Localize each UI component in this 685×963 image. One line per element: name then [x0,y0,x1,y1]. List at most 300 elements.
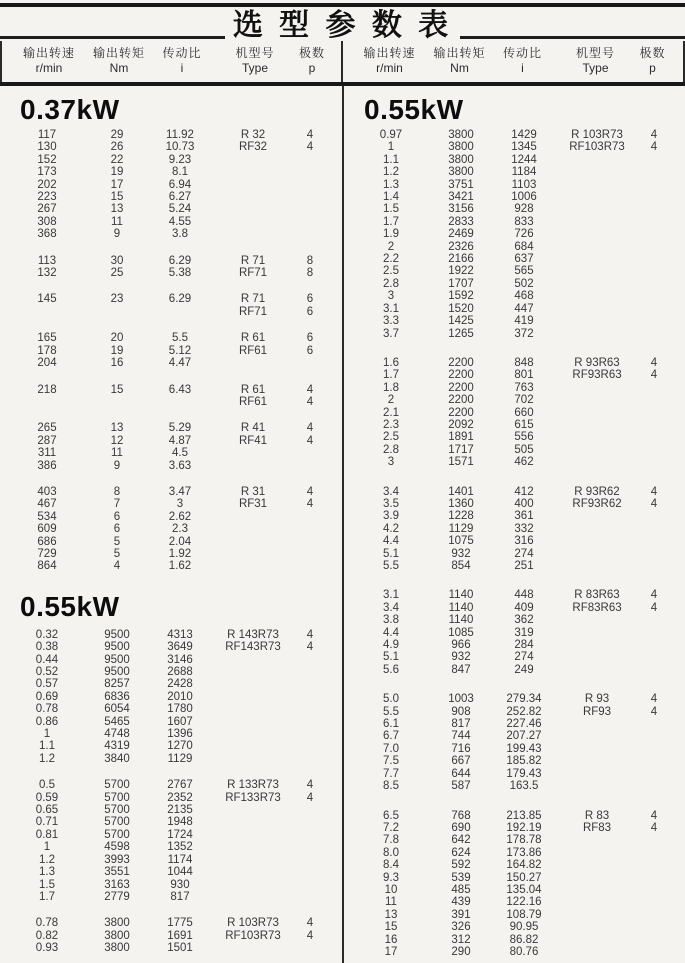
cell-torque: 7 [113,498,121,511]
cell-poles: 4 [650,601,658,614]
cell-torque: 3993 [104,853,130,866]
cell-type: RF93R62 [572,497,622,510]
cell-poles [638,228,670,240]
cell-poles [638,290,670,302]
table-row [344,253,685,265]
cell-poles [638,768,670,780]
cell-torque: 26 [110,141,124,154]
cell-torque: 2200 [448,381,474,394]
cell-poles: 4 [650,129,658,141]
cell-ratio: 135.04 [506,883,542,896]
title-rule-left [0,36,225,39]
cell-torque: 13 [110,203,124,216]
cell-type [212,804,294,816]
cell-speed: 5.5 [383,705,399,718]
header-torque-unit: Nm [450,61,469,75]
header-ratio-unit: i [180,61,184,75]
header-torque-cn: 输出转矩 [92,46,145,60]
cell-poles: 4 [650,693,658,706]
cell-torque: 5 [113,547,121,560]
cell-type [212,228,294,240]
cell-speed: 311 [37,447,57,460]
table-row [0,536,342,548]
cell-ratio: 284 [514,639,534,652]
cell-ratio: 207.27 [506,730,542,743]
cell-ratio: 409 [514,601,534,614]
cell-poles [638,627,670,639]
table-row [0,332,342,344]
cell-ratio: 150.27 [506,871,542,884]
cell-torque: 9 [113,459,121,472]
cell-type [556,768,638,780]
cell-speed: 165 [37,332,57,345]
cell-speed: 1.2 [39,853,55,866]
cell-speed: 3.4 [383,485,399,498]
cell-ratio: 2.04 [168,535,192,548]
cell-type: R 93 [584,693,610,706]
cell-ratio: 4313 [167,628,193,641]
cell-torque: 854 [451,560,471,572]
cell-poles: 4 [306,383,314,396]
cell-speed: 1.3 [383,178,399,191]
cell-speed: 7.0 [383,742,399,755]
cell-type [556,718,638,730]
cell-type: RF143R73 [225,641,281,654]
cell-poles: 4 [306,129,314,141]
cell-torque: 1922 [448,265,474,278]
cell-speed: 686 [37,535,57,548]
cell-type: R 32 [240,129,266,141]
cell-torque: 3421 [448,191,474,204]
cell-torque: 2200 [448,356,474,369]
cell-ratio: 1184 [511,166,537,179]
cell-ratio: 1103 [511,178,537,191]
cell-torque: 9500 [104,666,130,678]
cell-speed: 3 [387,456,395,469]
header-torque [429,46,491,76]
table-row [344,444,685,456]
table-row [344,627,685,639]
cell-poles: 4 [306,422,314,435]
cell-speed: 223 [37,191,57,204]
table-row [0,829,342,841]
gear-block [0,629,342,765]
header-type-unit: Type [241,61,268,75]
gear-block [0,293,342,318]
table-row [0,267,342,279]
cell-ratio: 185.82 [506,755,542,768]
cell-type [212,678,294,690]
table-row [344,921,685,933]
table-row [0,891,342,903]
cell-poles [638,456,670,468]
cell-type [212,666,294,678]
cell-speed: 2.8 [383,443,399,456]
cell-speed: 15 [384,921,398,934]
cell-poles [638,510,670,522]
cell-speed: 0.69 [35,690,59,703]
cell-torque: 1075 [448,535,474,548]
cell-speed: 1.9 [383,228,399,241]
gear-block [0,422,342,472]
cell-ratio: 227.46 [506,718,542,731]
cell-ratio: 684 [514,240,534,253]
cell-type [556,253,638,265]
cell-poles [294,891,326,903]
cell-ratio: 702 [514,394,534,407]
cell-speed: 5.1 [383,547,399,560]
cell-torque: 3800 [104,929,130,942]
cell-type [212,866,294,878]
cell-torque: 667 [451,755,471,768]
cell-type [556,651,638,663]
power-heading: 0.55kW [364,94,464,125]
cell-speed: 218 [37,383,57,396]
cell-poles [294,816,326,828]
table-row [344,419,685,431]
cell-torque: 3800 [448,141,474,154]
cell-poles: 4 [306,791,314,804]
cell-type [556,394,638,406]
table-row [344,523,685,535]
cell-speed: 2.5 [383,431,399,444]
cell-speed: 4.4 [383,626,399,639]
cell-ratio: 164.82 [506,859,542,872]
cell-ratio: 11.92 [166,129,194,141]
cell-speed: 1.2 [383,166,399,179]
cell-ratio: 6.94 [168,178,192,191]
table-row [0,435,342,447]
header-torque-cn: 输出转矩 [433,46,486,60]
cell-torque: 8257 [104,678,130,691]
cell-poles [638,896,670,908]
cell-ratio: 122.16 [506,896,542,909]
cell-ratio: 362 [514,614,534,627]
cell-ratio: 817 [170,890,190,903]
cell-type [556,303,638,315]
cell-poles [294,691,326,703]
cell-ratio: 251 [514,560,534,572]
table-row [344,730,685,742]
cell-poles: 4 [650,141,658,154]
cell-torque: 4598 [104,841,130,854]
title-rule-right [460,36,685,39]
cell-type: R 61 [240,383,266,396]
header-speed-unit: r/min [35,61,63,75]
cell-speed: 8.5 [383,780,399,793]
table-row [0,129,342,141]
cell-poles [294,666,326,678]
header-poles [296,46,328,76]
gear-block [0,384,342,409]
cell-torque: 2092 [448,418,474,431]
cell-speed: 0.78 [35,917,59,930]
cell-ratio: 930 [170,878,190,891]
table-row [0,345,342,357]
cell-torque: 6836 [104,690,130,703]
cell-speed: 8.4 [383,859,399,872]
cell-speed: 386 [37,459,57,472]
cell-torque: 312 [451,933,471,946]
table-row [344,614,685,626]
cell-type [556,872,638,884]
table-row [344,872,685,884]
cell-speed: 113 [37,254,57,267]
cell-ratio: 400 [514,497,534,510]
cell-poles [638,419,670,431]
cell-torque: 3840 [104,752,130,765]
cell-type [212,460,294,472]
table-row [0,691,342,703]
cell-speed: 1.5 [39,878,55,891]
cell-type [212,560,294,572]
table-row [344,859,685,871]
cell-poles [294,179,326,191]
cell-type [212,179,294,191]
table-row [0,629,342,641]
cell-torque: 1520 [448,302,474,315]
cell-poles: 8 [306,254,314,267]
cell-poles: 4 [306,434,314,447]
cell-torque: 587 [451,780,471,793]
selection-parameter-table-page [0,3,685,962]
cell-torque: 932 [451,547,471,560]
cell-torque: 5700 [104,828,130,841]
cell-speed: 0.86 [35,715,59,728]
cell-torque: 19 [110,344,124,357]
table-row [344,241,685,253]
header-poles-cn: 极数 [298,46,325,60]
cell-type [212,511,294,523]
table-row [344,203,685,215]
cell-poles: 4 [306,498,314,511]
table-row [344,639,685,651]
table-row [0,384,342,396]
cell-torque: 5 [113,535,121,548]
cell-ratio: 447 [514,302,534,315]
cell-poles: 4 [306,141,314,154]
table-row [0,216,342,228]
cell-type: R 83R63 [574,589,620,602]
cell-poles [638,755,670,767]
header-poles-unit: p [308,61,316,75]
cell-poles [294,942,326,954]
cell-speed: 0.81 [35,828,59,841]
left-table [0,86,342,963]
cell-ratio: 801 [514,369,534,382]
cell-ratio: 252.82 [506,705,542,718]
cell-speed: 1.6 [383,356,399,369]
cell-ratio: 763 [514,381,534,394]
cell-type: R 41 [240,422,266,435]
table-row [344,369,685,381]
page-title: 选 型 参 数 表 [232,9,453,42]
cell-ratio: 1352 [167,841,193,854]
cell-speed: 0.38 [35,641,59,654]
cell-type [556,154,638,166]
cell-ratio: 3.47 [168,485,192,498]
table-row [344,382,685,394]
cell-speed: 403 [37,485,57,498]
cell-speed: 0.82 [35,929,59,942]
cell-torque: 847 [451,663,471,676]
cell-poles: 4 [306,929,314,942]
table-row [0,753,342,765]
cell-ratio: 1006 [511,191,537,204]
table-row [344,718,685,730]
cell-speed: 287 [37,434,57,447]
table-row [344,141,685,153]
cell-ratio: 1607 [167,715,193,728]
cell-torque: 9500 [104,653,130,666]
header-speed [351,46,429,76]
header-speed-cn: 输出转速 [363,46,416,60]
cell-ratio: 462 [514,456,534,469]
cell-type: R 93R62 [574,485,620,498]
cell-ratio: 361 [514,510,534,523]
cell-type: RF61 [238,344,268,357]
cell-type [556,946,638,958]
cell-speed: 4.2 [383,522,399,535]
cell-torque: 13 [110,422,124,435]
cell-poles [638,847,670,859]
cell-poles [638,718,670,730]
cell-torque: 5700 [104,804,130,817]
cell-speed: 3.7 [383,327,399,340]
table-row [344,191,685,203]
gear-block [344,810,685,959]
cell-poles: 4 [650,589,658,602]
power-section [0,96,342,573]
cell-poles [294,703,326,715]
cell-ratio: 319 [514,626,534,639]
cell-torque: 15 [110,383,124,396]
cell-torque: 19 [110,166,124,179]
cell-ratio [148,306,212,318]
table-header-left [2,41,343,82]
table-row [0,203,342,215]
header-speed-cn: 输出转速 [22,46,75,60]
table-row [344,780,685,792]
cell-type [212,523,294,535]
table-row [0,792,342,804]
cell-type [556,431,638,443]
table-row [344,328,685,340]
cell-ratio: 10.73 [165,141,195,154]
cell-ratio: 1780 [167,703,193,716]
cell-torque: 1140 [448,601,474,614]
cell-torque: 4748 [104,728,130,741]
cell-type [212,740,294,752]
cell-speed: 729 [37,547,57,560]
cell-ratio [148,396,212,408]
table-row [344,934,685,946]
gear-block [0,332,342,369]
gear-block [0,129,342,241]
table-row [0,930,342,942]
table-row [0,191,342,203]
cell-torque: 3551 [104,866,130,879]
cell-type [556,627,638,639]
table-row [344,847,685,859]
cell-ratio: 565 [514,265,534,278]
power-heading: 0.55kW [20,590,120,622]
cell-speed: 2.5 [383,265,399,278]
table-row [0,866,342,878]
gear-block [344,486,685,573]
cell-poles [294,560,326,572]
cell-type [556,664,638,676]
cell-torque: 966 [451,639,471,652]
cell-speed: 5.6 [383,663,399,676]
cell-torque: 2200 [448,394,474,407]
cell-type: R 71 [240,254,266,267]
cell-speed: 308 [37,215,57,228]
table-row [0,804,342,816]
cell-torque: 6 [113,523,121,536]
cell-ratio: 199.43 [506,742,542,755]
cell-ratio: 4.55 [168,215,192,228]
cell-torque: 3156 [448,203,474,216]
table-row [344,510,685,522]
cell-speed: 2.3 [383,418,399,431]
cell-torque: 716 [451,742,471,755]
table-row [0,396,342,408]
table-row [0,293,342,305]
table-row [0,179,342,191]
cell-torque: 1085 [448,626,474,639]
cell-torque: 5465 [104,715,130,728]
table-row [344,216,685,228]
table-row [344,946,685,958]
cell-ratio: 2135 [167,804,193,817]
cell-poles [638,946,670,958]
cell-ratio: 1.62 [168,560,192,573]
cell-poles [638,278,670,290]
cell-torque: 3163 [104,878,130,891]
cell-speed: 0.52 [35,666,59,678]
cell-ratio: 1044 [167,866,193,879]
cell-type: RF93 [582,705,612,718]
cell-type [212,447,294,459]
cell-speed: 0.32 [35,628,59,641]
cell-poles [294,154,326,166]
cell-type: R 143R73 [227,628,279,641]
cell-speed: 178 [37,344,57,357]
cell-torque: 11 [111,447,123,460]
cell-type [212,166,294,178]
cell-type [556,639,638,651]
cell-ratio: 178.78 [506,834,542,847]
cell-ratio: 4.47 [168,357,192,370]
cell-poles [294,716,326,728]
cell-ratio: 5.12 [168,344,192,357]
cell-poles [638,730,670,742]
cell-ratio: 5.29 [168,422,192,435]
cell-torque: 642 [451,834,471,847]
cell-speed: 3 [387,290,395,303]
cell-torque: 3751 [448,178,474,191]
cell-speed: 0.44 [35,653,59,666]
cell-speed: 4.4 [383,535,399,548]
cell-ratio: 1129 [167,752,193,765]
table-row [344,743,685,755]
cell-speed: 8.0 [383,846,399,859]
table-row [0,641,342,653]
cell-ratio: 2010 [167,690,193,703]
table-row [0,854,342,866]
cell-type: R 83 [584,809,610,822]
